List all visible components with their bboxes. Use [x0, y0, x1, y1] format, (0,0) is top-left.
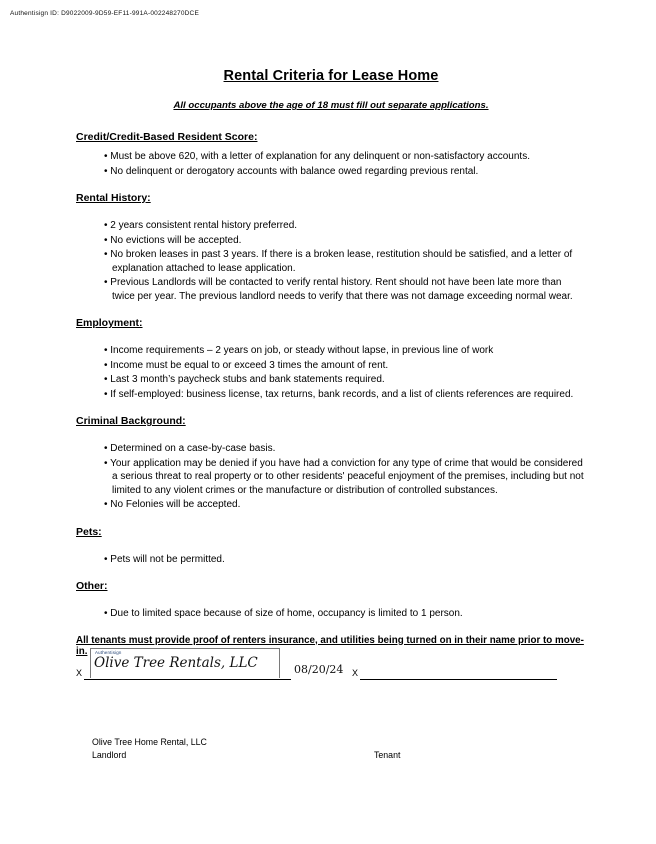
footer-note: All tenants must provide proof of renters insurance, and utilities being turned on in their name prior to move-in.	[76, 634, 584, 657]
landlord-signature-line	[84, 679, 291, 680]
list-item: • Must be above 620, with a letter of explanation for any delinquent or non-satisfactory accounts.	[104, 151, 530, 162]
section-criminal-background	[76, 415, 586, 512]
landlord-signature-date: 08/20/24	[294, 663, 344, 676]
bullet-list-employment	[76, 344, 586, 401]
section-heading-criminal-background: Criminal Background:	[76, 415, 186, 427]
authentisign-logo-icon: Authentisign	[95, 650, 122, 655]
section-other	[76, 580, 586, 621]
landlord-name-caption: Olive Tree Home Rental, LLC	[92, 737, 207, 747]
list-item: • If self-employed: business license, tax returns, bank records, and a list of clients references are required.	[104, 388, 574, 400]
section-heading-employment: Employment:	[76, 317, 143, 329]
bullet-list-pets	[76, 553, 586, 567]
list-item: • No Felonies will be accepted.	[104, 499, 241, 510]
section-heading-credit: Credit/Credit-Based Resident Score:	[76, 131, 258, 143]
list-item: • 2 years consistent rental history preferred.	[104, 220, 298, 231]
document-body	[76, 68, 586, 657]
signature-area	[76, 650, 586, 780]
landlord-signature-x-mark: X	[76, 668, 83, 678]
list-item: • No broken leases in past 3 years. If there is a broken lease, restitution should be satisfied, and a letter of explanation attached to lease application.	[104, 249, 573, 274]
bullet-list-rental-history	[76, 219, 586, 303]
list-item: • Last 3 month’s paycheck stubs and bank statements required.	[104, 374, 385, 385]
bullet-list-criminal-background	[76, 442, 586, 512]
document-subtitle: All occupants above the age of 18 must fill out separate applications.	[173, 100, 489, 111]
landlord-signature-text: Olive Tree Rentals, LLC	[94, 655, 258, 671]
section-heading-pets: Pets:	[76, 525, 102, 538]
page-title: Rental Criteria for Lease Home	[223, 68, 439, 84]
bullet-list-other	[76, 607, 586, 621]
section-heading-rental-history: Rental History:	[76, 192, 151, 204]
tenant-signature-x-mark: X	[352, 668, 359, 678]
tenant-signature-line[interactable]	[360, 679, 557, 680]
landlord-esignature-stamp[interactable]	[90, 648, 280, 678]
list-item: • Due to limited space because of size of home, occupancy is limited to 1 person.	[104, 608, 463, 619]
section-rental-history	[76, 192, 586, 303]
list-item: • Determined on a case-by-case basis.	[104, 443, 276, 454]
section-pets	[76, 526, 586, 567]
section-employment	[76, 317, 586, 401]
list-item: • Previous Landlords will be contacted to verify rental history. Rent should not have been late more than twice per year. The previous landlord needs to verify that there was not damage exceeding normal wear.	[104, 277, 573, 302]
section-heading-other: Other:	[76, 580, 108, 592]
list-item: • No evictions will be accepted.	[104, 234, 242, 246]
list-item: • Your application may be denied if you have had a conviction for any type of crime that would be considered a serious threat to real property or to other residents' peaceful enjoyment of the premises, including but not limited to any violent crimes or the manufacture or distribution of controlled substances.	[104, 457, 584, 496]
landlord-role-caption: Landlord	[92, 750, 127, 760]
list-item: • Income requirements – 2 years on job, or steady without lapse, in previous line of work	[104, 345, 494, 356]
list-item: • Income must be equal to or exceed 3 times the amount of rent.	[104, 359, 389, 371]
tenant-role-caption: Tenant	[374, 750, 401, 760]
list-item: • No delinquent or derogatory accounts with balance owed regarding previous rental.	[104, 165, 479, 177]
authentisign-id: Authentisign ID: D9022009-9D59-EF11-991A-002248270DCE	[10, 10, 199, 17]
bullet-list-credit	[76, 150, 586, 178]
list-item: • Pets will not be permitted.	[104, 553, 225, 565]
section-credit	[76, 131, 586, 178]
